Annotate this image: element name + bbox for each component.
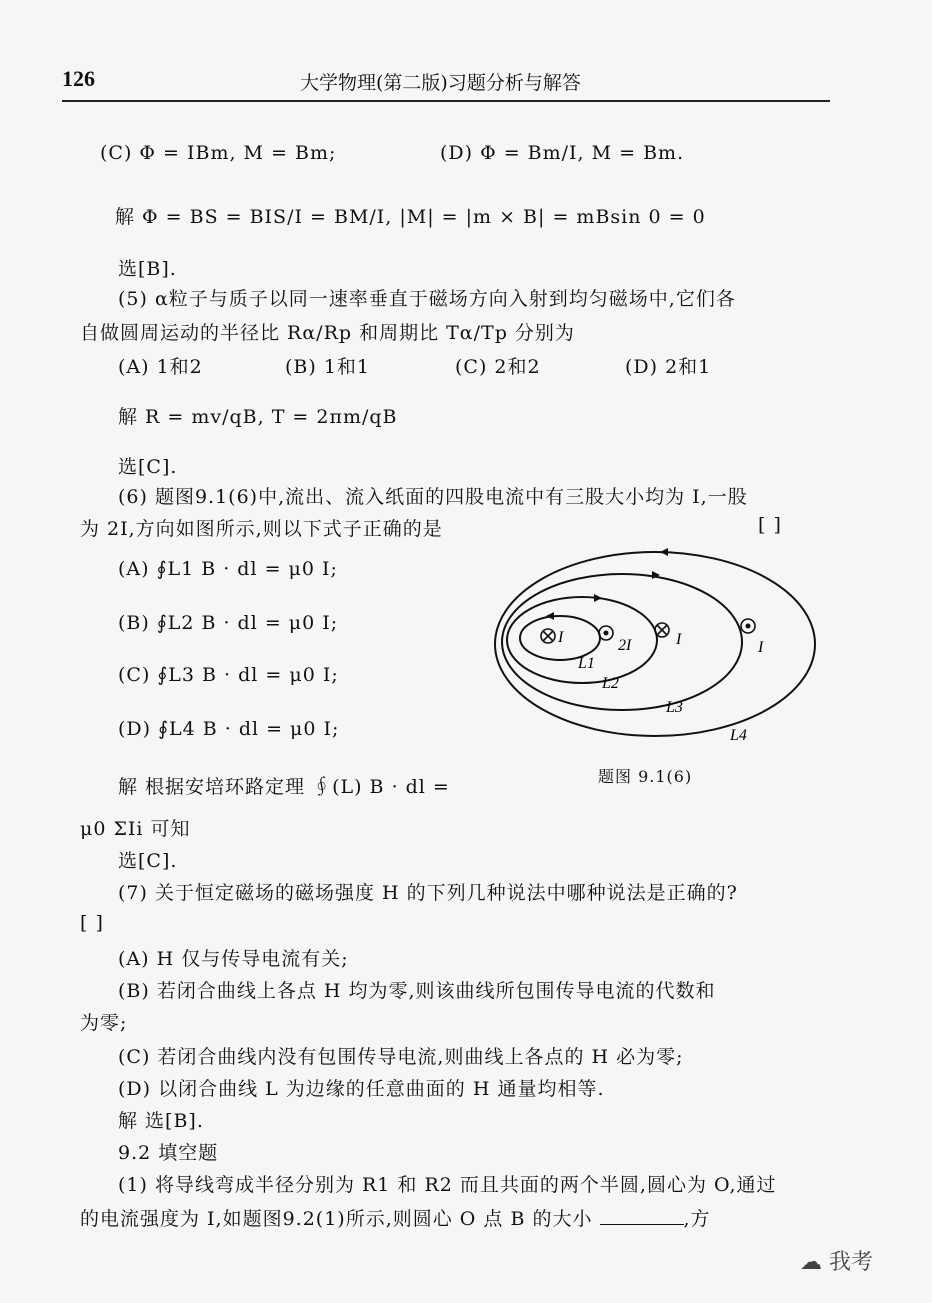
solution-q5: 解 R = mv/qB, T = 2πm/qB bbox=[118, 406, 398, 428]
option-d-q4: (D) Φ = Bm/I, M = Bm. bbox=[440, 142, 685, 164]
q6-option-c: (C) ∮L3 B · dl = μ0 I; bbox=[118, 664, 339, 686]
q6-option-b: (B) ∮L2 B · dl = μ0 I; bbox=[118, 612, 339, 634]
q7-answer-bracket: [ ] bbox=[80, 912, 104, 934]
label-i1: I bbox=[558, 629, 564, 646]
answer-q6: 选[C]. bbox=[118, 850, 178, 872]
q6-answer-bracket: [ ] bbox=[758, 514, 782, 536]
question-9-2-1-line2 bbox=[80, 1204, 711, 1231]
watermark bbox=[800, 1245, 873, 1276]
current-out-2i-icon bbox=[599, 626, 613, 640]
label-l3: L3 bbox=[666, 699, 683, 716]
label-l2: L2 bbox=[602, 675, 619, 692]
solution-q7: 解 选[B]. bbox=[118, 1110, 204, 1132]
fill-in-blank bbox=[600, 1210, 684, 1225]
label-i3: I bbox=[676, 631, 682, 648]
current-out-4-icon bbox=[741, 619, 755, 633]
question-5-line2: 自做圆周运动的半径比 Rα/Rp 和周期比 Tα/Tp 分别为 bbox=[80, 322, 575, 344]
q7-option-c: (C) 若闭合曲线内没有包围传导电流,则曲线上各点的 H 必为零; bbox=[118, 1046, 684, 1068]
solution-q4: 解 Φ = BS = BIS/I = BM/I, |M| = |m × B| = mBsin 0 = 0 bbox=[115, 206, 706, 228]
q5-option-b: (B) 1和1 bbox=[285, 356, 371, 378]
answer-q4: 选[B]. bbox=[118, 258, 177, 280]
q92-text: 的电流强度为 I,如题图9.2(1)所示,则圆心 O 点 B 的大小 bbox=[80, 1208, 593, 1230]
q7-option-d: (D) 以闭合曲线 L 为边缘的任意曲面的 H 通量均相等. bbox=[118, 1078, 605, 1100]
question-5-line1: (5) α粒子与质子以同一速率垂直于磁场方向入射到均匀磁场中,它们各 bbox=[118, 288, 736, 310]
option-c-q4: (C) Φ = IBm, M = Bm; bbox=[100, 142, 337, 164]
q92-text-end: ,方 bbox=[683, 1208, 711, 1230]
figure-9-1-6 bbox=[490, 540, 830, 780]
watermark-text: 我考 bbox=[829, 1250, 874, 1275]
wechat-icon: ☁ bbox=[800, 1250, 822, 1275]
solution-q6-line2: μ0 ΣIi 可知 bbox=[80, 818, 191, 840]
label-l1: L1 bbox=[578, 655, 595, 672]
section-9-2-heading: 9.2 填空题 bbox=[118, 1142, 219, 1164]
header-rule bbox=[62, 100, 830, 102]
label-l4: L4 bbox=[730, 727, 747, 744]
question-9-2-1-line1: (1) 将导线弯成半径分别为 R1 和 R2 而且共面的两个半圆,圆心为 O,通过 bbox=[118, 1174, 777, 1196]
current-into-3-icon bbox=[655, 623, 669, 637]
solution-q6-line1: 解 根据安培环路定理 ∮(L) B · dl = bbox=[118, 776, 450, 798]
q7-option-a: (A) H 仅与传导电流有关; bbox=[118, 948, 349, 970]
page-number: 126 bbox=[62, 66, 95, 91]
q5-option-c: (C) 2和2 bbox=[455, 356, 541, 378]
arrow-l4 bbox=[660, 548, 668, 556]
figure-caption: 题图 9.1(6) bbox=[598, 767, 693, 786]
q6-option-d: (D) ∮L4 B · dl = μ0 I; bbox=[118, 718, 340, 740]
label-2i: 2I bbox=[618, 637, 632, 654]
q5-option-a: (A) 1和2 bbox=[118, 356, 203, 378]
q7-option-b-cont: 为零; bbox=[80, 1012, 128, 1034]
arrow-l2 bbox=[594, 594, 602, 602]
question-6-line2: 为 2I,方向如图所示,则以下式子正确的是 bbox=[80, 518, 443, 540]
q5-option-d: (D) 2和1 bbox=[625, 356, 712, 378]
q6-option-a: (A) ∮L1 B · dl = μ0 I; bbox=[118, 558, 338, 580]
question-7-line1: (7) 关于恒定磁场的磁场强度 H 的下列几种说法中哪种说法是正确的? bbox=[118, 882, 738, 904]
q7-option-b: (B) 若闭合曲线上各点 H 均为零,则该曲线所包围传导电流的代数和 bbox=[118, 980, 716, 1002]
answer-q5: 选[C]. bbox=[118, 456, 178, 478]
label-i4: I bbox=[758, 639, 764, 656]
question-6-line1: (6) 题图9.1(6)中,流出、流入纸面的四股电流中有三股大小均为 I,一股 bbox=[118, 486, 748, 508]
current-into-1-icon bbox=[541, 629, 555, 643]
arrow-l1 bbox=[546, 612, 554, 620]
book-title: 大学物理(第二版)习题分析与解答 bbox=[300, 72, 581, 94]
